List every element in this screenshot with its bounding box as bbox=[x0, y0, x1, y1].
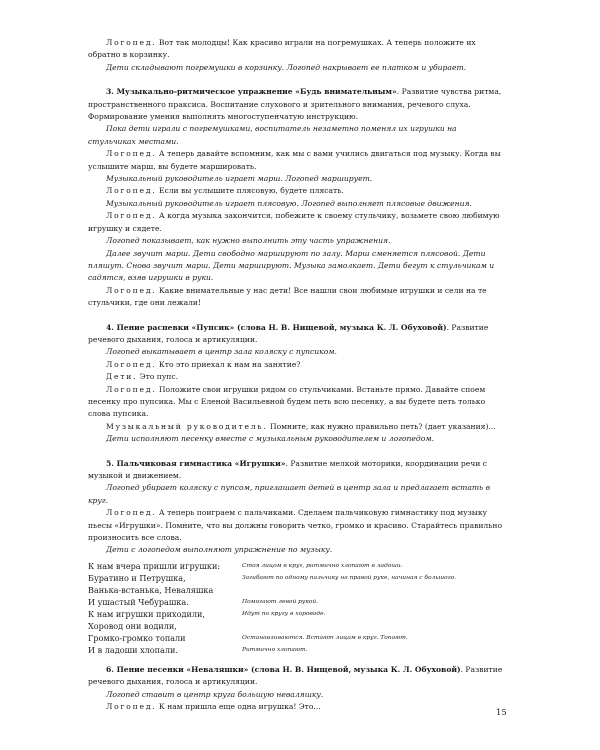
poem-action: Ритмично хлопают. bbox=[242, 646, 308, 653]
poem-line: Хоровод они водили, bbox=[88, 620, 177, 631]
poem-action: Идут по кругу в хороводе. bbox=[242, 610, 326, 617]
speech: К нам пришла еще одна игрушка! Это... bbox=[156, 702, 321, 712]
speaker: Логопед. bbox=[106, 508, 157, 518]
paragraph bbox=[88, 507, 506, 544]
speech: Помните, как нужно правильно петь? (дает указания)... bbox=[267, 421, 496, 431]
poem-action bbox=[242, 620, 506, 632]
speaker: Логопед. bbox=[106, 186, 157, 196]
page-content bbox=[88, 37, 506, 713]
paragraph bbox=[88, 384, 506, 421]
speaker: Логопед. bbox=[106, 38, 157, 47]
section-heading bbox=[88, 664, 506, 689]
poem-action: Останавливаются. Встают лицом в круг. Топают. bbox=[242, 634, 408, 641]
stage-remark: Логопед убирает коляску с пупсом, приглашает детей в центр зала и предлагает встать в круг. bbox=[88, 483, 491, 505]
section-intro: . Развитие чувства ритма, пространственного праксиса. Воспитание слухового и зрительного внимания, речевого слуха. Формирование умения выполнять многоступенчатую инструкцию. bbox=[88, 87, 502, 122]
paragraph bbox=[88, 421, 506, 433]
paragraph bbox=[88, 371, 506, 383]
speaker: Логопед. bbox=[106, 211, 157, 221]
section-heading bbox=[88, 322, 506, 347]
speaker: Дети. bbox=[106, 372, 138, 382]
section-title: 5. Пальчиковая гимнастика «Игрушки» bbox=[106, 458, 286, 468]
speaker: Логопед. bbox=[106, 384, 157, 394]
paragraph bbox=[88, 285, 506, 310]
speech: Это пупс. bbox=[137, 372, 179, 382]
stage-remark: Музыкальный руководитель играет марш. Логопед марширует. bbox=[106, 174, 373, 184]
poem-line: Ванька-встанька, Неваляшка bbox=[88, 584, 214, 595]
poem-action: Помогают левой рукой. bbox=[242, 598, 319, 605]
stage-remark: Пока дети играли с погремушками, воспитатель незаметно поменял их игрушки на стульчиках местами. bbox=[88, 124, 457, 146]
speech: Положите свои игрушки рядом со стульчиками. Встаньте прямо. Давайте споем песенку про пупсика. Мы с Еленой Васильевной будем петь всю песенку, а вы будете петь только слова пупсика. bbox=[88, 384, 486, 419]
poem-action: Загибают по одному пальчику на правой руке, начиная с большого. bbox=[242, 574, 457, 581]
speaker: Логопед. bbox=[106, 149, 157, 159]
stage-remark: Логопед показывает, как нужно выполнить эту часть упражнения. bbox=[106, 236, 391, 246]
poem-line: К нам игрушки приходили, bbox=[88, 608, 205, 619]
stage-remark: Музыкальный руководитель играет плясовую. Логопед выполняет плясовые движения. bbox=[106, 198, 472, 208]
speech: Вот так молодцы! Как красиво играли на погремушках. А теперь положите их обратно в корзинку. bbox=[88, 38, 476, 60]
page-number: 15 bbox=[496, 708, 507, 718]
stage-remark: Логопед выкатывает в центр зала коляску с пупсиком. bbox=[106, 347, 337, 357]
poem-action: Стоя лицом в круг, ритмично хлопают в ладоши. bbox=[242, 562, 403, 569]
speech: А когда музыка закончится, побежите к своему стульчику, возьмете свою любимую игрушку и сядете. bbox=[88, 211, 500, 233]
stage-remark: Далее звучит марш. Дети свободно маршируют по залу. Марш сменяется плясовой. Дети пляшут. Снова звучит марш. Дети маршируют. Музыка замолкает. Дети бегут к стульчикам и садятся, взяв игрушки в руки. bbox=[88, 248, 495, 283]
speech: А теперь давайте вспомним, как мы с вами учились двигаться под музыку. Когда вы услышите марш, вы будете маршировать. bbox=[88, 149, 501, 171]
paragraph bbox=[88, 148, 506, 173]
speech: А теперь поиграем с пальчиками. Сделаем пальчиковую гимнастику под музыку пьесы «Игрушки». Помните, что вы должны говорить четко, громко и красиво. Старайтесь правильно произносить все слова. bbox=[88, 508, 503, 543]
paragraph bbox=[88, 185, 506, 197]
paragraph bbox=[88, 37, 506, 62]
stage-remark: Дети исполняют песенку вместе с музыкальным руководителем и логопедом. bbox=[106, 434, 435, 444]
paragraph bbox=[88, 210, 506, 235]
poem-line: К нам вчера пришли игрушки: bbox=[88, 560, 221, 571]
section-intro: . Развитие речевого дыхания, голоса и артикуляции. bbox=[88, 664, 503, 687]
poem-line: Буратино и Петрушка, bbox=[88, 572, 186, 583]
speaker: Логопед. bbox=[106, 702, 157, 712]
poem-line: Громко-громко топали bbox=[88, 632, 186, 643]
poem-line: И в ладоши хлопали. bbox=[88, 644, 178, 655]
speaker: Логопед. bbox=[106, 359, 157, 369]
section-intro: . Развитие мелкой моторики, координации речи с музыкой и движением. bbox=[88, 458, 488, 480]
speaker: Музыкальный руководитель. bbox=[106, 421, 268, 431]
paragraph bbox=[88, 359, 506, 371]
paragraph bbox=[88, 701, 506, 713]
section-intro: . Развитие речевого дыхания, голоса и артикуляции. bbox=[88, 322, 489, 344]
speaker: Логопед. bbox=[106, 285, 157, 295]
section-heading bbox=[88, 86, 506, 123]
section-title: 4. Пение распевки «Пупсик» (слова Н. В. Нищевой, музыка К. Л. Обуховой) bbox=[106, 322, 447, 332]
stage-remark: Логопед ставит в центр круга большую неваляшку. bbox=[106, 689, 324, 699]
poem-action bbox=[242, 584, 506, 596]
poem-line: И ушастый Чебурашка. bbox=[88, 596, 189, 607]
section-heading bbox=[88, 458, 506, 483]
section-title: 3. Музыкально-ритмическое упражнение «Будь внимательным» bbox=[106, 87, 397, 97]
speech: Если вы услышите плясовую, будете плясать. bbox=[156, 186, 344, 196]
speech: Какие внимательные у нас дети! Все нашли свои любимые игрушки и сели на те стульчики, где они лежали! bbox=[88, 285, 487, 308]
section-title: 6. Пение песенки «Неваляшки» (слова Н. В. Нищевой, музыка К. Л. Обуховой) bbox=[106, 664, 461, 674]
poem-table bbox=[88, 560, 506, 656]
stage-remark: Дети складывают погремушки в корзинку. Логопед накрывает ее платком и убирает. bbox=[106, 62, 467, 72]
speech: Кто это приехал к нам на занятие? bbox=[156, 359, 301, 369]
stage-remark: Дети с логопедом выполняют упражнение по музыку. bbox=[106, 545, 333, 555]
